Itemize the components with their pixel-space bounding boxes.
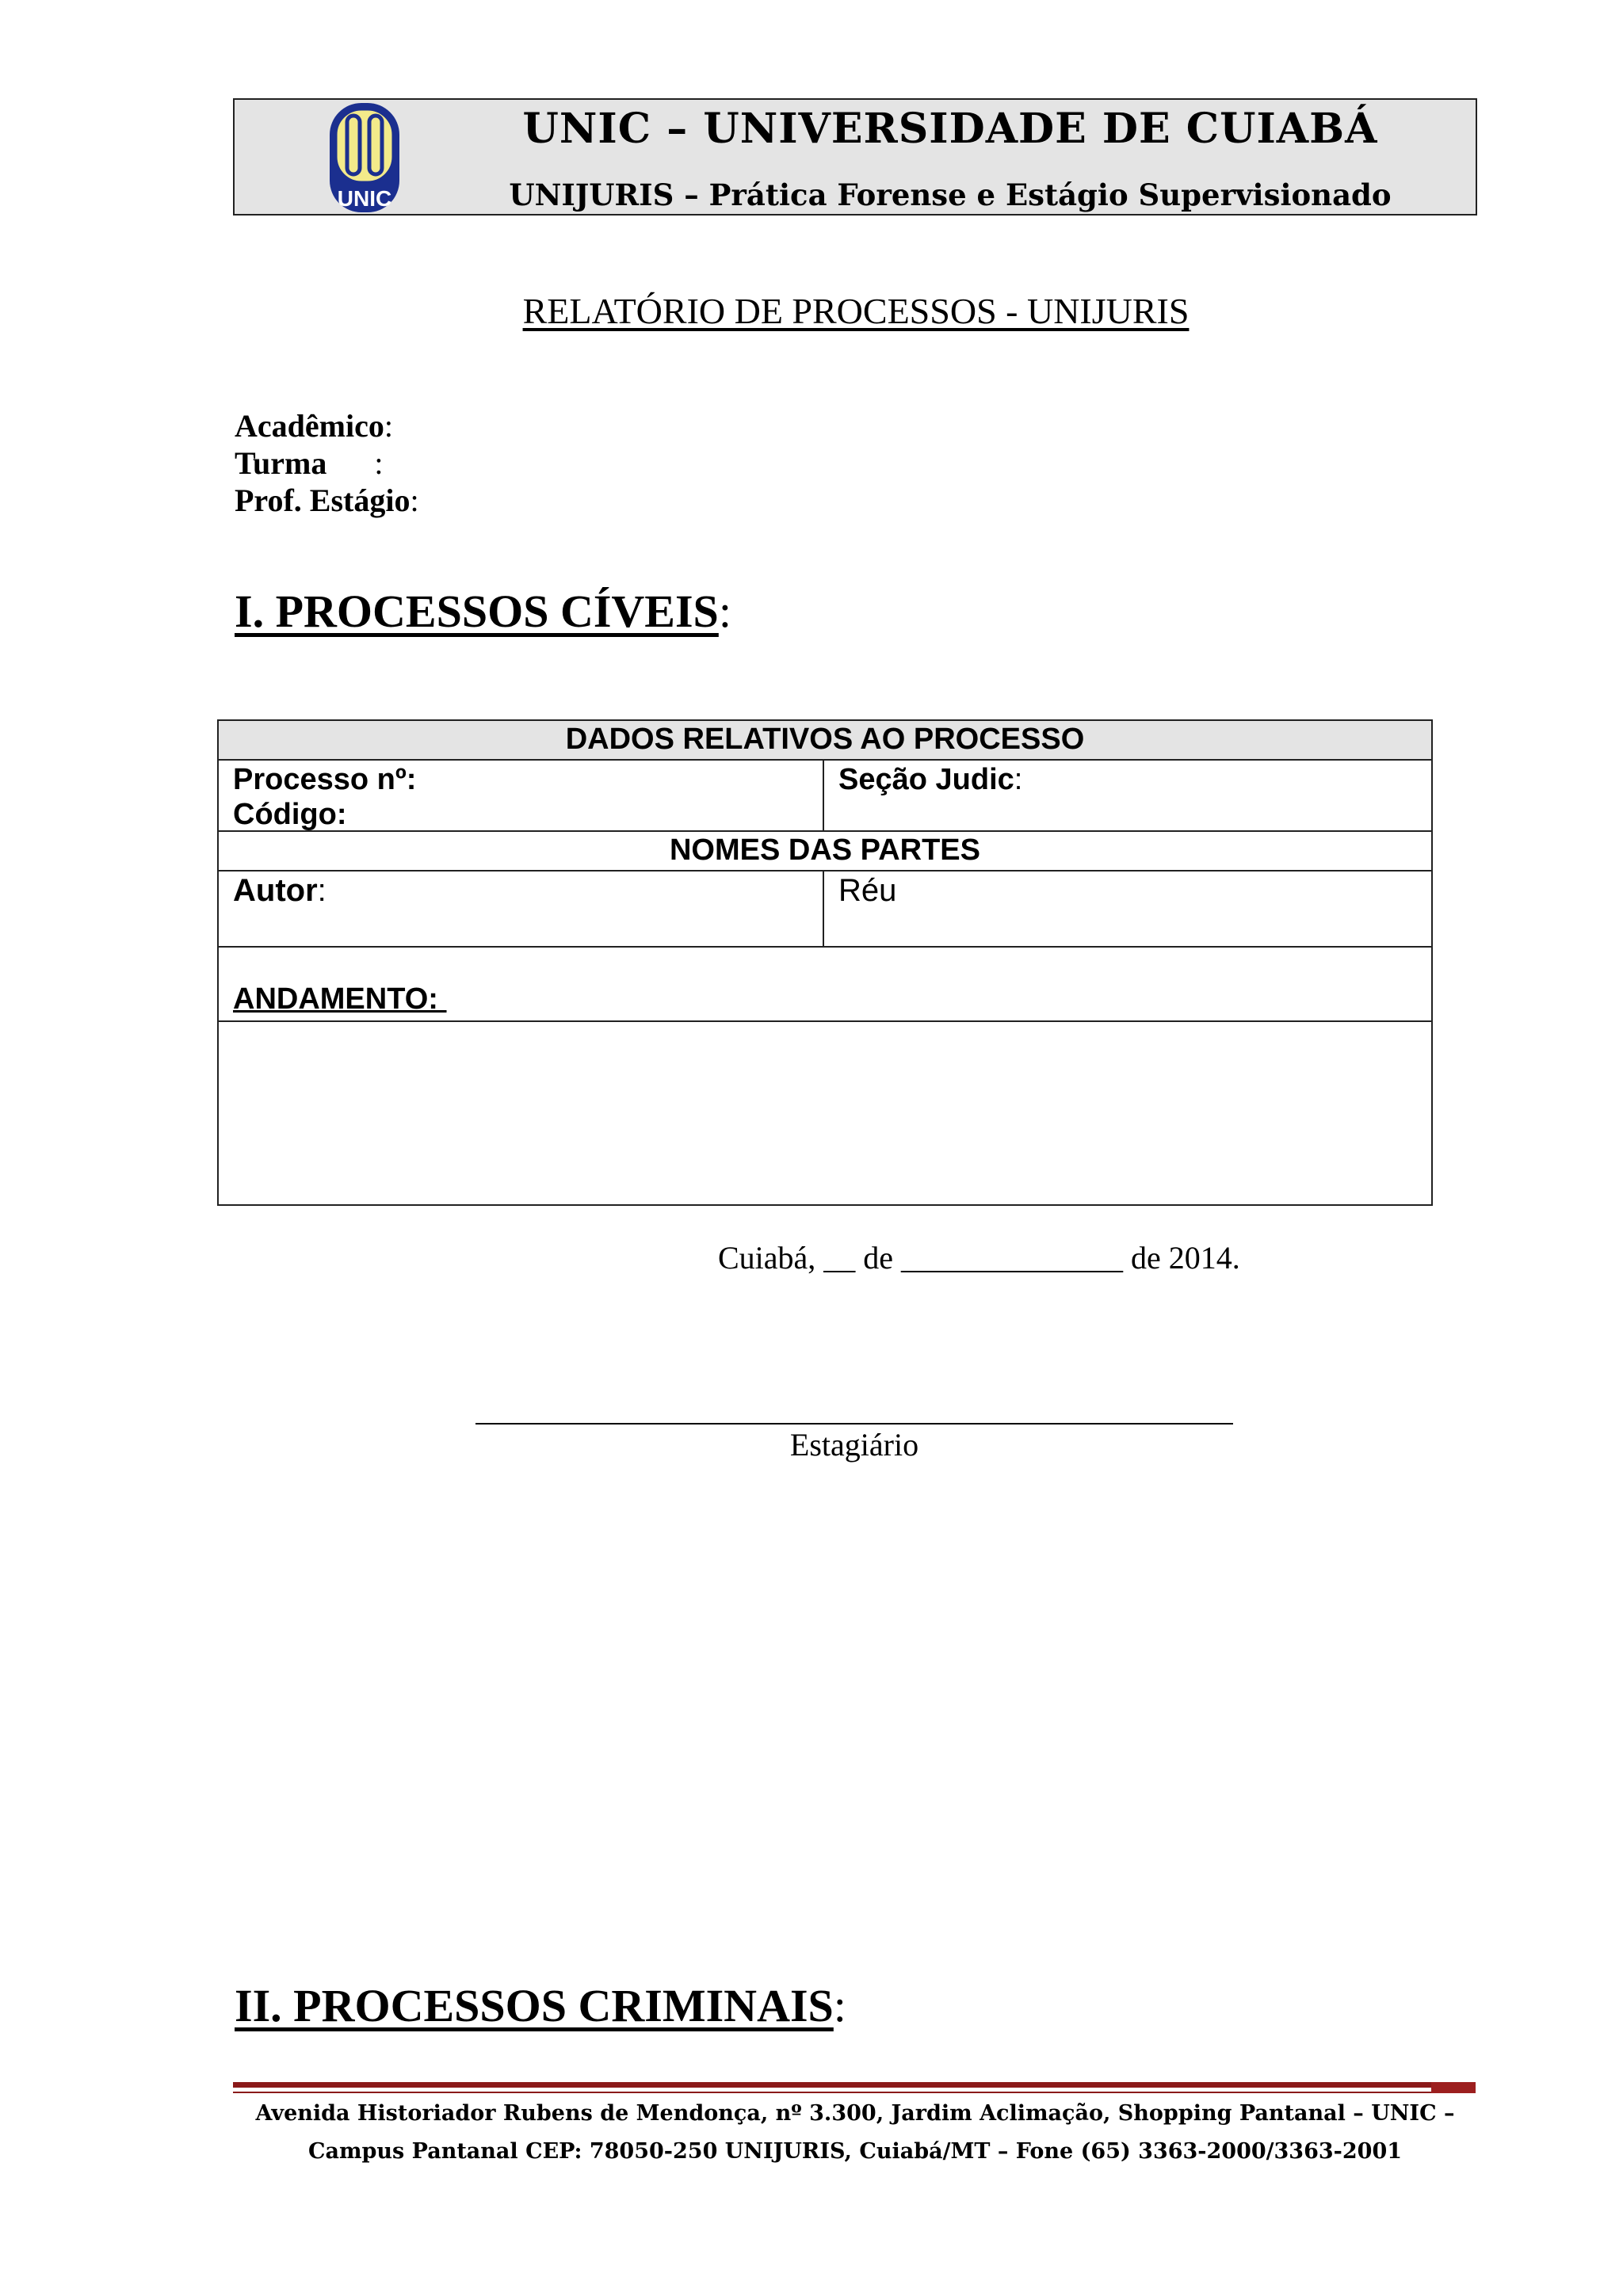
signature-label: Estagiário — [789, 1427, 919, 1463]
footer-address-line1: Avenida Historiador Rubens de Mendonça, nº 3.300, Jardim Aclimação, Shopping Pantanal – UNIC – — [255, 2101, 1455, 2126]
footer-rule-end — [1431, 2082, 1476, 2093]
section-heading-text: I. PROCESSOS CÍVEIS — [235, 585, 719, 637]
process-number-label: Processo nº: — [233, 763, 417, 796]
table-row-process — [219, 761, 1431, 832]
section-civil-heading — [235, 585, 731, 638]
unic-logo — [327, 100, 403, 215]
judicial-section-label: Seção Judic — [838, 763, 1014, 796]
cell-defendant: Réu — [838, 873, 897, 908]
section-criminal-heading — [235, 1979, 846, 2032]
field-separator: : — [327, 445, 384, 481]
place-date-line: Cuiabá, __ de ______________ de 2014. — [718, 1240, 1240, 1276]
field-class — [235, 444, 383, 482]
section-heading-text: II. PROCESSOS CRIMINAIS — [235, 1980, 834, 2031]
cell-process-info — [219, 761, 824, 830]
footer-address-line2: Campus Pantanal CEP: 78050-250 UNIJURIS, Cuiabá/MT – Fone (65) 3363-2000/3363-2001 — [307, 2139, 1403, 2164]
section-heading-colon: : — [833, 1980, 846, 2031]
table-header-parties: NOMES DAS PARTES — [219, 832, 1431, 871]
report-title: RELATÓRIO DE PROCESSOS - UNIJURIS — [522, 291, 1190, 331]
judicial-section-colon: : — [1014, 763, 1023, 796]
table-row-progress-label — [219, 948, 1431, 1022]
footer-rule — [233, 2082, 1474, 2088]
field-academic — [235, 407, 393, 444]
author-label: Autor — [233, 873, 318, 908]
footer-rule-thin — [233, 2092, 1474, 2093]
university-name: UNIC – UNIVERSIDADE DE CUIABÁ — [522, 105, 1378, 153]
cell-author — [219, 871, 824, 946]
field-label: Turma — [235, 445, 327, 481]
cell-judicial-section — [824, 761, 1431, 830]
signature-line — [475, 1423, 1233, 1425]
table-row-parties — [219, 871, 1431, 948]
field-label: Acadêmico — [235, 408, 384, 444]
field-separator: : — [384, 408, 393, 444]
field-internship-professor — [235, 482, 419, 519]
section-heading-colon: : — [718, 585, 731, 637]
process-table — [217, 719, 1433, 1206]
field-label: Prof. Estágio — [235, 482, 411, 518]
code-label: Código: — [233, 798, 347, 831]
progress-label: ANDAMENTO: — [233, 982, 447, 1016]
header-box — [233, 98, 1477, 215]
table-header-process-data: DADOS RELATIVOS AO PROCESSO — [219, 721, 1431, 761]
table-row-progress-content — [219, 1022, 1431, 1204]
header-subtitle: UNIJURIS – Prática Forense e Estágio Supervisionado — [509, 177, 1392, 212]
author-colon: : — [317, 873, 327, 908]
logo-text: UNIC — [337, 186, 392, 211]
field-separator: : — [410, 482, 419, 518]
